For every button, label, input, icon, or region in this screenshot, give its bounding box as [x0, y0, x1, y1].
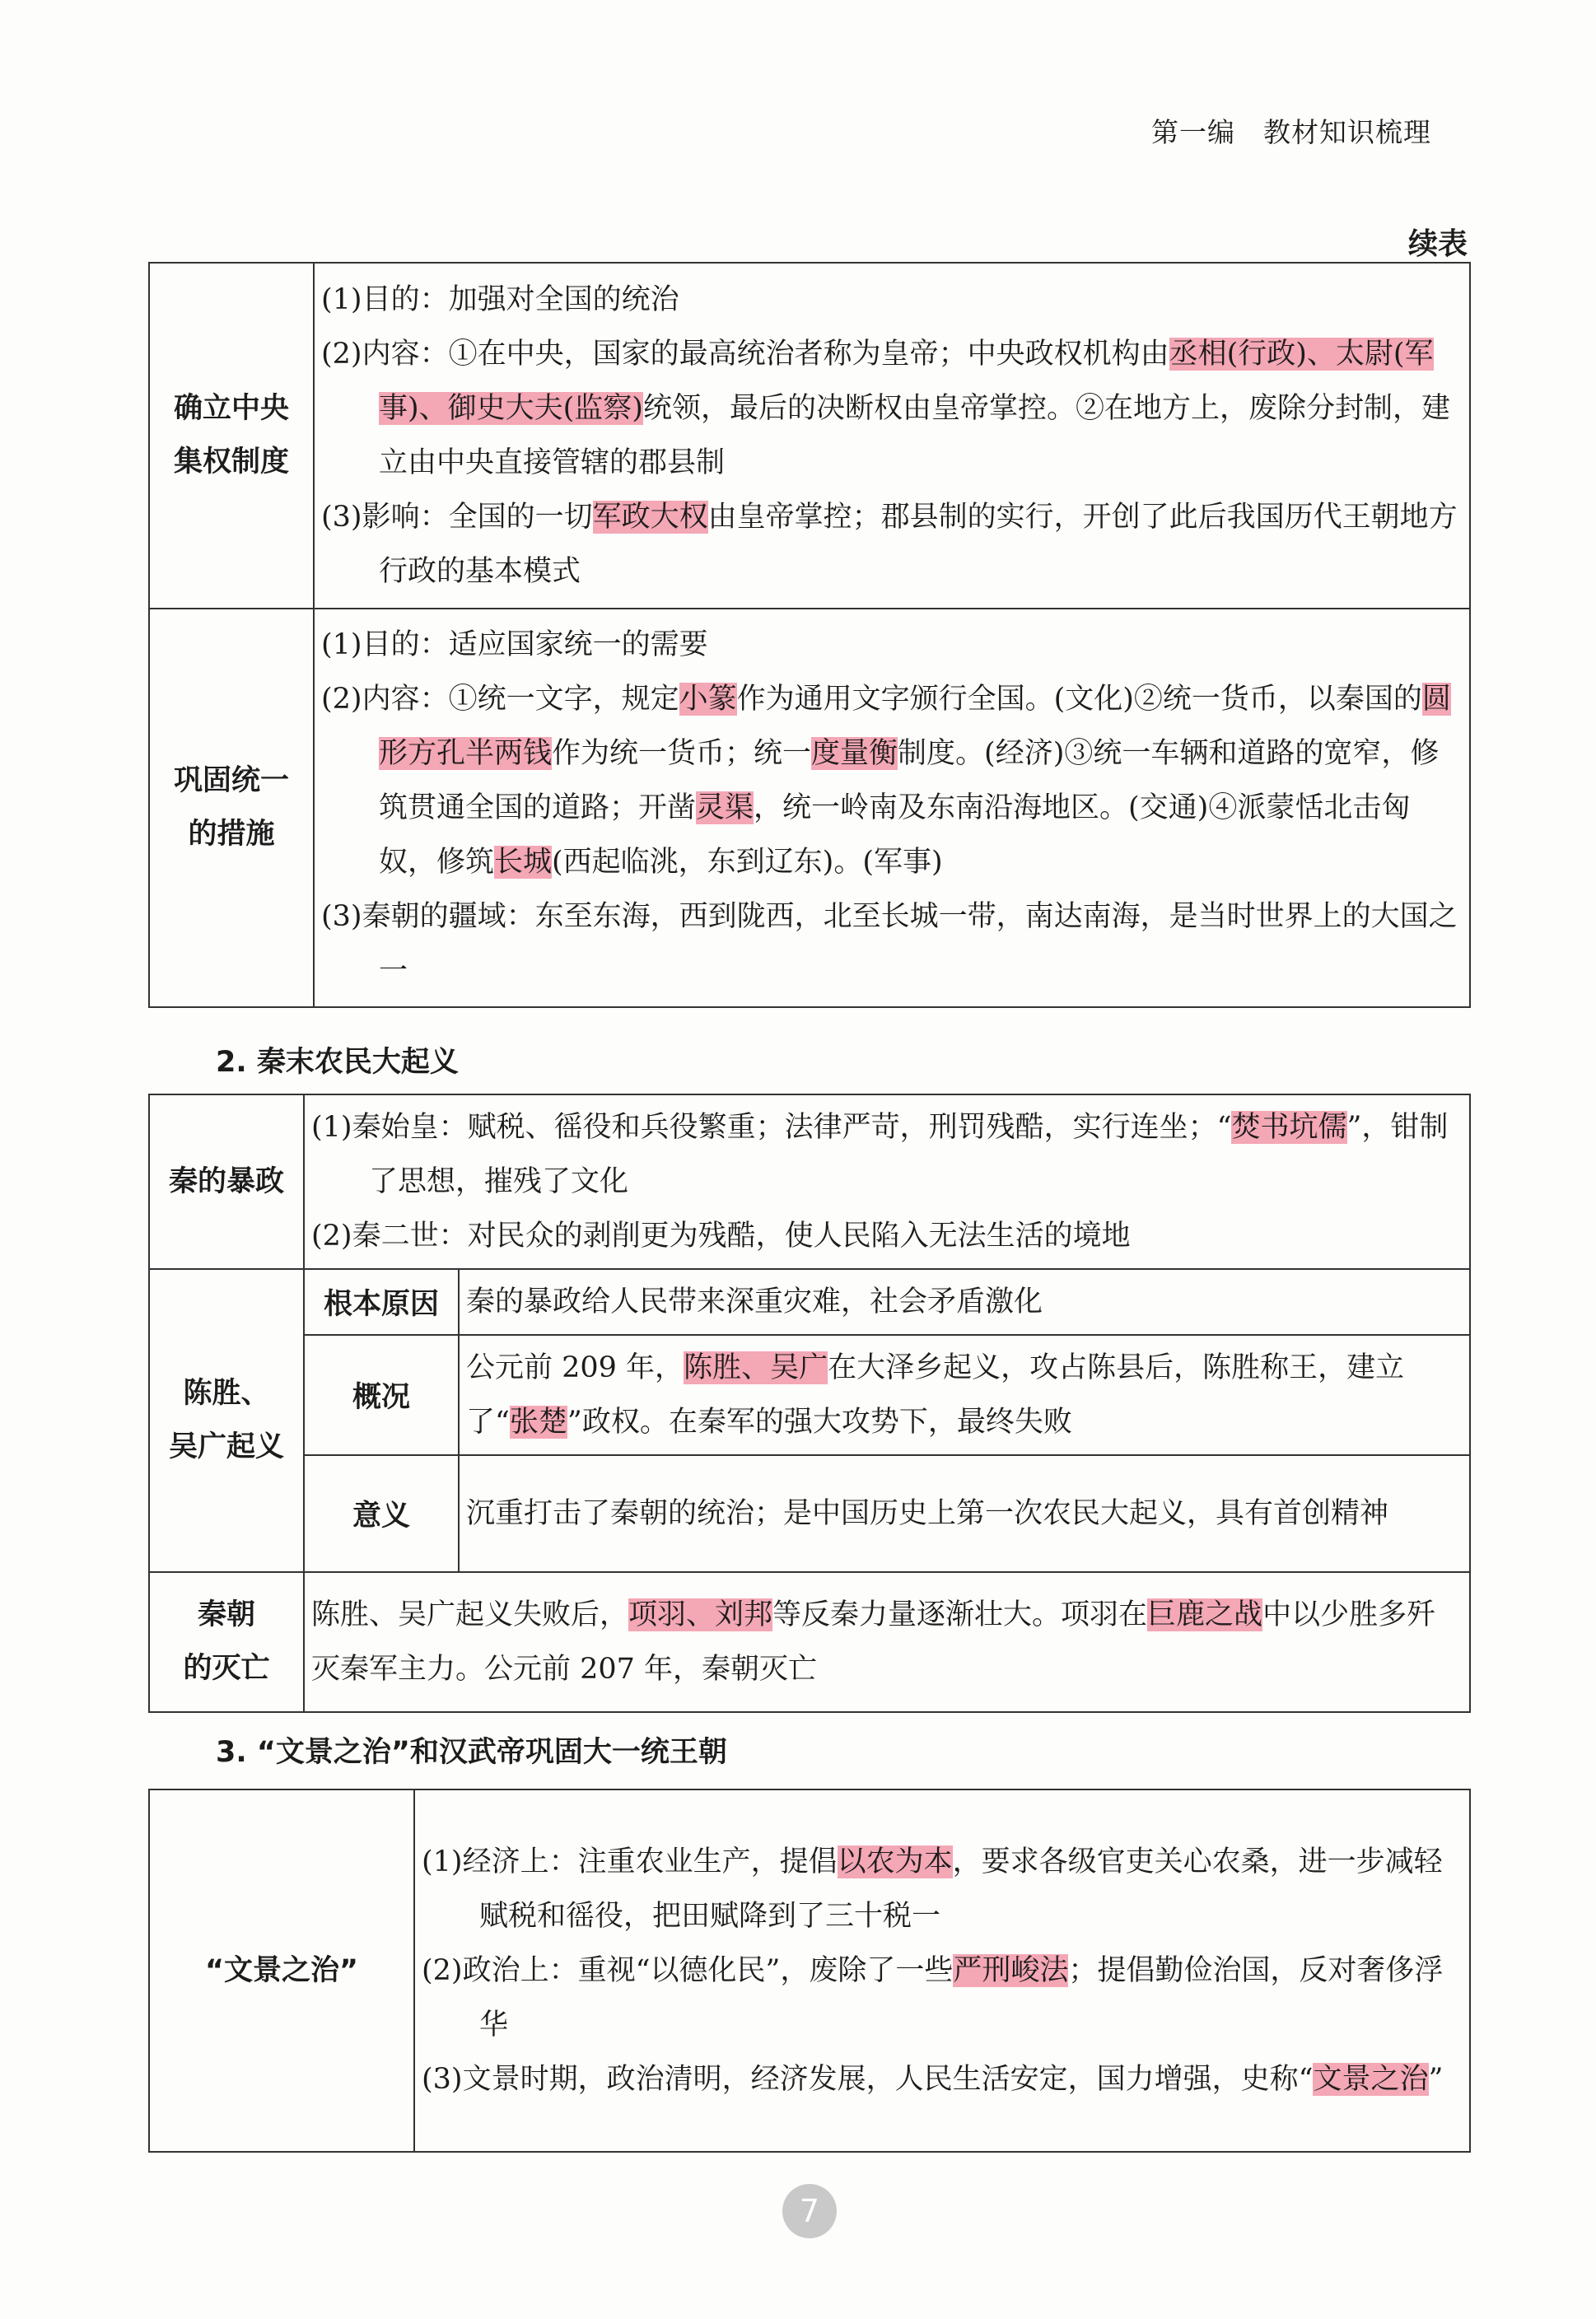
list-item: (2)内容：①统一文字，规定小篆作为通用文字颁行全国。(文化)②统一货币，以秦国的圆形方孔半两钱作为统一货币；统一度量衡制度。(经济)③统一车辆和道路的宽窄，修筑贯通全国的道路；开凿灵渠，统一岭南及东南沿海地区。(交通)④派蒙恬北击匈奴，修筑长城(西起临洮，东到辽东)。(军事): [321, 683, 1451, 879]
highlight: 灵渠: [696, 791, 754, 824]
cause-label: 根本原因: [304, 1269, 459, 1335]
meaning-label: 意义: [304, 1455, 459, 1572]
row-body-centralization: [314, 263, 1470, 609]
highlight: 丞相(行政)、太尉(军事)、御史大夫(监察): [379, 338, 1434, 425]
highlight: 陈胜、吴广: [684, 1351, 828, 1384]
overview-label: 概况: [304, 1335, 459, 1455]
highlight: 小篆: [679, 683, 737, 716]
cause-text: 秦的暴政给人民带来深重灾难，社会矛盾激化: [459, 1269, 1470, 1335]
list-item: (3)文景时期，政治清明，经济发展，人民生活安定，国力增强，史称“文景之治”: [422, 2063, 1444, 2096]
table-row: [149, 1572, 1470, 1712]
row-body-wenjing: [414, 1789, 1470, 2152]
list-item: (1)经济上：注重农业生产，提倡以农为本，要求各级官吏关心农桑，进一步减轻赋税和徭役，把田赋降到了三十税一: [422, 1845, 1443, 1933]
row-body-unification: [314, 609, 1470, 1007]
header-part: 第一编: [1151, 116, 1235, 148]
table-row: [149, 263, 1470, 609]
list-item: (2)政治上：重视“以德化民”，废除了一些严刑峻法；提倡勤俭治国，反对奢侈浮华: [422, 1954, 1444, 2041]
table-row: [149, 1094, 1470, 1269]
table-row: [149, 1789, 1470, 2152]
table-row: [149, 1455, 1470, 1572]
meaning-text: 沉重打击了秦朝的统治；是中国历史上第一次农民大起义，具有首创精神: [459, 1455, 1470, 1572]
list-item: (3)秦朝的疆域：东至东海，西到陇西，北至长城一带，南达南海，是当时世界上的大国之一: [321, 900, 1458, 987]
section-title: 2. 秦末农民大起义: [216, 1046, 459, 1079]
row-head-uprising: 陈胜、 吴广起义: [149, 1269, 304, 1572]
continued-label: 续表: [1407, 227, 1468, 261]
highlight: 以农为本: [837, 1845, 953, 1878]
highlight: 文景之治: [1313, 2063, 1429, 2096]
highlight: 严刑峻法: [953, 1954, 1069, 1987]
row-head-unification: 巩固统一 的措施: [149, 609, 314, 1007]
list-item: (1)目的：适应国家统一的需要: [321, 628, 708, 661]
row-head-tyranny: 秦的暴政: [149, 1094, 304, 1269]
row-head-fall: 秦朝 的灭亡: [149, 1572, 304, 1712]
highlight: 巨鹿之战: [1147, 1598, 1263, 1631]
highlight: 张楚: [509, 1406, 567, 1439]
wenjing-table: [148, 1789, 1471, 2153]
highlight: 军政大权: [592, 501, 708, 534]
list-item: (1)秦始皇：赋税、徭役和兵役繁重；法律严苛，刑罚残酷，实行连坐；“焚书坑儒”，钳制了思想，摧残了文化: [311, 1111, 1449, 1198]
header-title: 教材知识梳理: [1263, 116, 1431, 148]
centralization-table: [148, 262, 1471, 1008]
table-row: [149, 1269, 1470, 1335]
uprising-table: [148, 1094, 1471, 1713]
highlight: 焚书坑儒: [1231, 1111, 1347, 1144]
row-head-centralization: 确立中央 集权制度: [149, 263, 314, 609]
table-row: [149, 1335, 1470, 1455]
list-item: (2)内容：①在中央，国家的最高统治者称为皇帝；中央政权机构由丞相(行政)、太尉(军事)、御史大夫(监察)统领，最后的决断权由皇帝掌控。②在地方上，废除分封制，建立由中央直接管辖的郡县制: [321, 338, 1450, 479]
highlight: 项羽、刘邦: [628, 1598, 773, 1631]
list-item: (2)秦二世：对民众的剥削更为残酷，使人民陷入无法生活的境地: [311, 1220, 1131, 1253]
highlight: 度量衡: [811, 737, 898, 770]
list-item: (1)目的：加强对全国的统治: [321, 283, 679, 316]
row-head-wenjing: “文景之治”: [149, 1789, 414, 2152]
section-title: 3. “文景之治”和汉武帝巩固大一统王朝: [216, 1736, 727, 1769]
page-header: [1151, 111, 1431, 150]
table-row: [149, 609, 1470, 1007]
row-body-fall: 陈胜、吴广起义失败后，项羽、刘邦等反秦力量逐渐壮大。项羽在巨鹿之战中以少胜多歼灭秦军主力。公元前 207 年，秦朝灭亡: [304, 1572, 1470, 1712]
overview-text: 公元前 209 年，陈胜、吴广在大泽乡起义，攻占陈县后，陈胜称王，建立了“张楚”政权。在秦军的强大攻势下，最终失败: [459, 1335, 1470, 1455]
highlight: 长城: [494, 846, 553, 879]
row-body-tyranny: [304, 1094, 1470, 1269]
highlight: 圆形方孔半两钱: [379, 683, 1451, 770]
list-item: (3)影响：全国的一切军政大权由皇帝掌控；郡县制的实行，开创了此后我国历代王朝地方行政的基本模式: [321, 501, 1458, 588]
page-number: 7: [782, 2184, 837, 2238]
